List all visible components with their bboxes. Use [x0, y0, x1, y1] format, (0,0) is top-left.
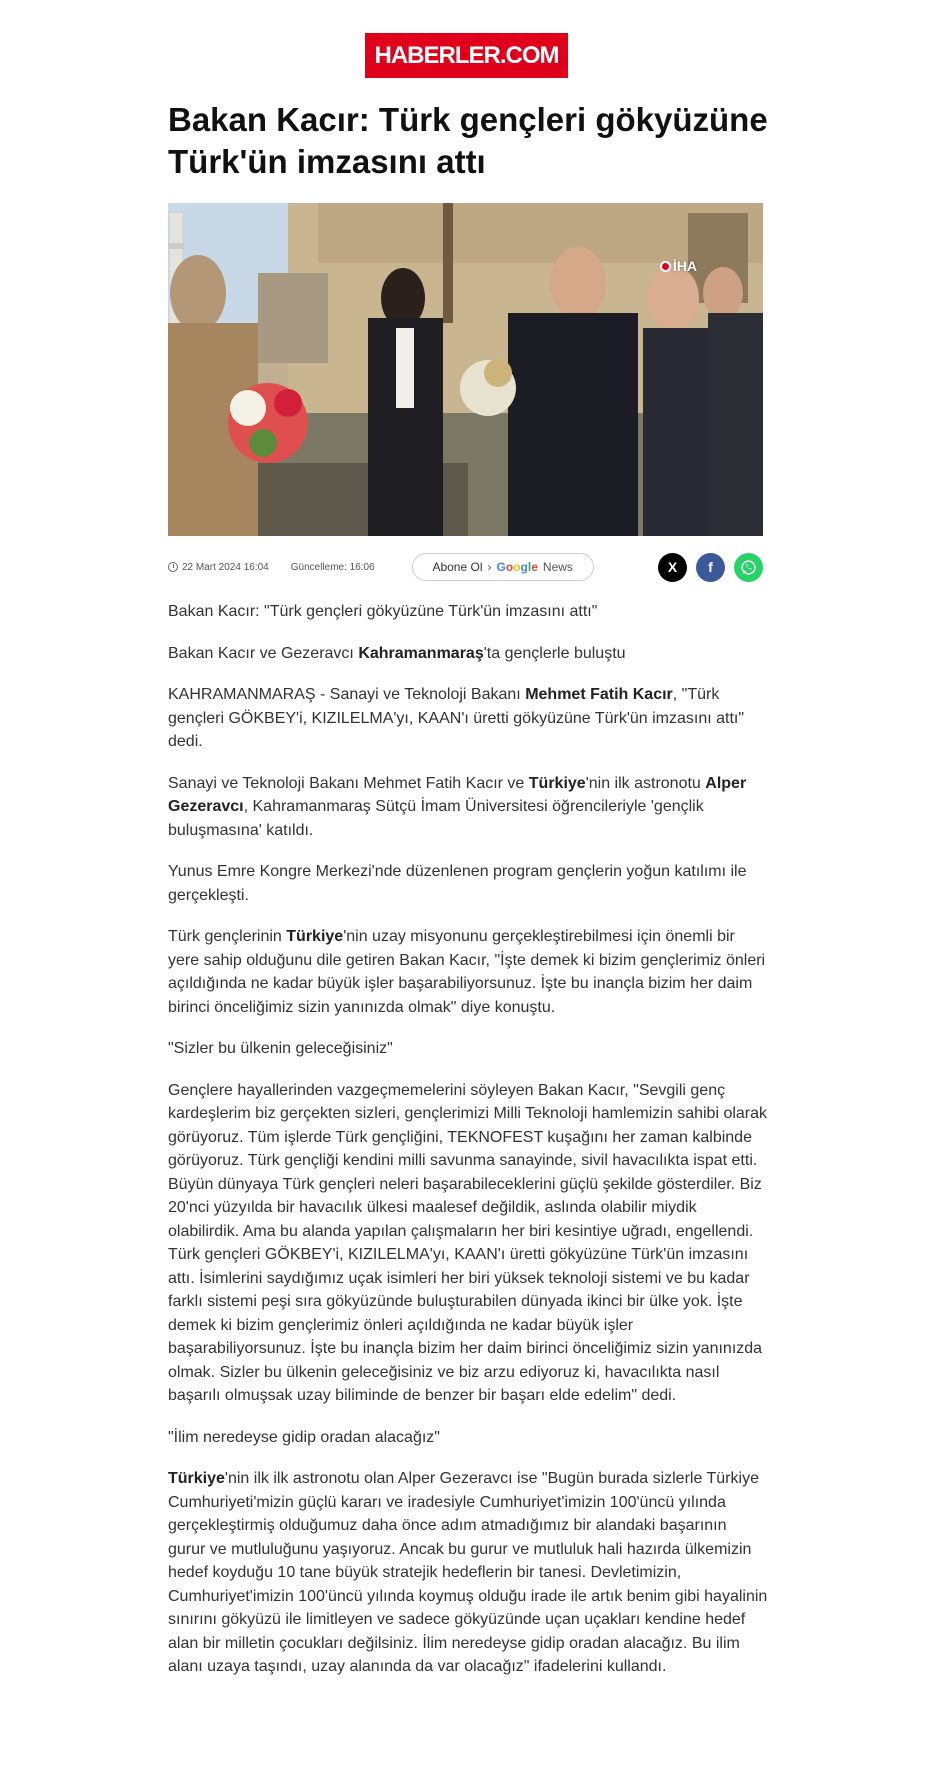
article-paragraph: Sanayi ve Teknoloji Bakanı Mehmet Fatih Kacır ve Türkiye'nin ilk astronotu Alper Gezeravcı, Kahramanmaraş Sütçü İmam Üniversitesi öğrencileriyle 'gençlik buluşmasına' katıldı.	[168, 774, 747, 839]
article-paragraph: Gençlere hayallerinden vazgeçmemelerini söyleyen Bakan Kacır, "Sevgili genç kardeşlerim biz gerçekten sizleri, gençlerimizi Milli Teknoloji hamlemizin sahibi olarak görüyoruz. Tüm işlerde Türk gençliğini, TEKNOFEST kuşağını her zaman kalbinde görüyoruz. Türk gençliği kendini milli savunma sanayinde, sivil havacılıkta ispat etti. Büyün dünyaya Türk gençleri neleri başarabileceklerini güçlü şekilde gösterdiler. Biz 20'nci yüzyılda bir havacılık ülkesi maalesef değildik, aslında olabilir miydik olabilirdik. Ama bu alanda yapılan çalışmaların her biri kesintiye uğradı, engellendi. Türk gençleri GÖKBEY'i, KIZILELMA'yı, KAAN'ı üretti gökyüzüne Türk'ün imzasını attı. İsimlerini saydığımız uçak isimleri her biri yüksek teknoloji sistemi ve bu kadar farklı sistemi peşi sıra gökyüzünde buluşturabilen dünyada ikinci bir ülke yok. İşte demek ki bizim gençlerimiz önleri açıldığında ne kadar büyük işler başarabiliyorsunuz. İşte bu inançla bizim her daim birinci önceliğimiz sizin yanınızda olmak. Sizler bu ülkenin geleceğisiniz ve biz arzu ediyoruz ki, havacılıkta nasıl başarılı olmuşsak uzay biliminde de benzer bir başarı elde edelim" dedi.	[168, 1081, 768, 1404]
tag-link-turkiye[interactable]: Türkiye	[286, 928, 344, 945]
article-paragraph: Türkiye'nin ilk ilk astronotu olan Alper Gezeravcı ise "Bugün burada sizlerle Türkiye Cumhuriyeti'mizin güçlü kararı ve iradesiyle Cumhuriyet'imizin 100'üncü yılında gerçekleştirmiş olduğumuz daha önce adım atmadığımız bir alandaki başarının gurur ve mutluluğunu yaşıyoruz. Ancak bu gurur ve mutluluk hali hazırda ülkemizin hedef koyduğu 10 tane büyük stratejik hedeflerin bir tanesi. Devletimizin, Cumhuriyet'imizin 100'üncü yılında koymuş olduğu irade ile artık benim gibi hayalinin sınırını gökyüzü ile limitleyen ve sadece gökyüzünde uçan uçakları kendine hedef alan bir milletin çocukları değilsiniz. İlim neredeyse gidip oradan alacağız. Bu ilim alanı uzaya taşındı, uzay alanında da var olacağız" ifadelerini kullandı.	[168, 1470, 768, 1675]
google-news-label: News	[542, 560, 573, 574]
share-buttons	[658, 553, 763, 582]
article-paragraph: Yunus Emre Kongre Merkezi'nde düzenlenen program gençlerin yoğun katılımı ile gerçekleşti.	[168, 863, 747, 904]
share-x-button[interactable]	[658, 553, 687, 582]
google-logo-icon: Google	[496, 560, 538, 574]
article-photo-illustration	[168, 203, 763, 536]
share-facebook-button[interactable]	[696, 553, 725, 582]
article-photo	[168, 203, 763, 536]
x-icon: X	[667, 559, 678, 575]
article-body	[168, 600, 768, 1697]
whatsapp-icon	[740, 559, 757, 576]
iha-watermark-text: İHA	[672, 258, 697, 274]
iha-watermark	[660, 258, 697, 274]
google-news-follow-label: Abone Ol	[432, 560, 483, 574]
site-logo-text: HABERLER.COM	[374, 41, 559, 69]
article-paragraph: Bakan Kacır ve Gezeravcı Kahramanmaraş'ta gençlerle buluştu	[168, 644, 626, 662]
clock-icon	[168, 562, 178, 572]
article-paragraph: Türk gençlerinin Türkiye'nin uzay misyonunu gerçekleştirebilmesi için önemli bir yere sahip olduğunu dile getiren Bakan Kacır, "İşte demek ki bizim gençlerimiz önleri açıldığında ne kadar büyük işler başarabiliyorsunuz. İşte bu inançla bizim her daim birinci önceliğimiz sizin yanınızda olmak" diye konuştu.	[168, 928, 766, 1016]
publish-date	[168, 562, 269, 573]
facebook-icon: f	[708, 559, 713, 575]
publish-date-text: 22 Mart 2024 16:04	[182, 561, 269, 573]
chevron-right-icon: ›	[487, 560, 492, 574]
updated-date: Güncelleme: 16:06	[290, 561, 375, 573]
site-logo[interactable]	[365, 33, 568, 78]
tag-link-mehmet-fatih-kacir[interactable]: Mehmet Fatih Kacır	[525, 686, 673, 703]
article-title: Bakan Kacır: Türk gençleri gökyüzüne Türk'ün imzasını attı	[168, 101, 768, 180]
google-news-follow-button[interactable]	[412, 553, 594, 581]
tag-link-turkiye[interactable]: Türkiye	[528, 774, 586, 792]
article-paragraph: Bakan Kacır: "Türk gençleri gökyüzüne Türk'ün imzasını attı"	[168, 603, 598, 620]
tag-link-alper-gezeravci[interactable]: Alper Gezeravcı	[168, 774, 747, 815]
share-whatsapp-button[interactable]	[734, 553, 763, 582]
tag-link-kahramanmaras[interactable]: Kahramanmaraş	[358, 644, 484, 662]
article-subheading: "İlim neredeyse gidip oradan alacağız"	[168, 1428, 440, 1446]
article-paragraph: KAHRAMANMARAŞ - Sanayi ve Teknoloji Bakanı Mehmet Fatih Kacır, "Türk gençleri GÖKBEY'i, KIZILELMA'yı, KAAN'ı üretti gökyüzüne Türk'ün imzasını attı" dedi.	[168, 686, 745, 750]
tag-link-turkiye[interactable]: Türkiye	[168, 1470, 225, 1487]
iha-logo-icon	[660, 261, 671, 272]
article-meta	[168, 552, 763, 582]
article-subheading: "Sizler bu ülkenin geleceğisiniz"	[168, 1040, 393, 1057]
